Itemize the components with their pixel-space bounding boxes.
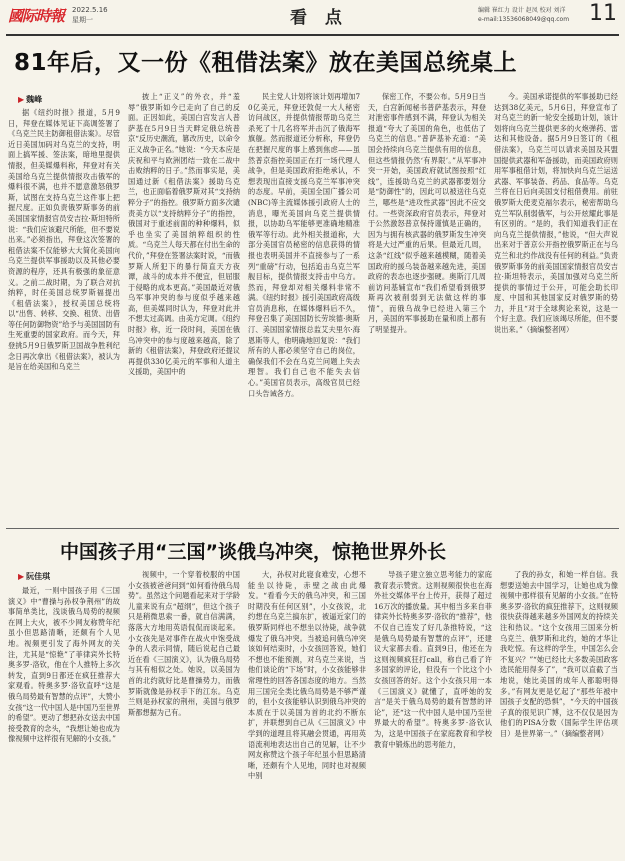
contact-email: e-mail:13536068049@qq.com: [478, 16, 570, 23]
article2-byline: [18, 571, 50, 582]
byline-arrow-icon: ▶: [18, 95, 25, 104]
article-divider: [6, 528, 619, 529]
article2-column-4: 导孩子建立独立思考能力的家庭教育表示赞赏。这则视频很快也在海外社交媒体平台上传开，获得了超过16万次的播放量。其中相当多来自菲律宾外长特奥多罗·洛钦的“推荐”，他不仅自己连发了好几条推特说，“这是俄乌局势最有智慧的点评”，还建议大家都去看。直到9日，他还在为这则视频疯狂打call，称自己看了许多国家的评论，但没有一个比这个小女孩回答的好。这个小女孩只用一本《三国演义》就懂了，直呼她的发言“是关于俄乌局势的最有智慧的评论”，还“这一代中国人是中国乃至世界最大的希望”。特奥多罗·洛钦认为，这是中国孩子在家庭教育和学校教育中锻炼出的思考能力，: [374, 570, 492, 749]
article2-author: 阮佳琪: [26, 572, 51, 581]
section-title: 看 点: [290, 8, 348, 28]
article2-column-5: 了我的孙女，和她一样自信。我想要送她去中国学习，让她也成为像视频中那样很有见解的小女孩。”在特奥多罗·洛钦的疯狂推荐下，这则视频很快获得越来越多外国网友的持续关注和热议。“这个女孩用三国来分析乌克兰、俄罗斯和北约，她的才华让我吃惊。有这样的学生，中国怎么会不复兴？”“她已经比大多数美国政客选民能用得多了”，“我可以直截了当地说，她比美国的成年人都聪明得多。”有网友更是忆起了“那些年被中国孩子支配的恐惧”，“今天的中国孩子真的很见识广博，这不仅仅是因为他们的PISA分数（国际学生评估项目）是世界第一。”（摘编整者网）: [500, 570, 618, 738]
issue-date: 2022.5.16: [72, 6, 108, 14]
article2-column-1: 最近，一则中国孩子用《三国演义》中“曹操与孙权争荆州”的故事简单类比，浅谈俄乌局势的视频在网上大火，被不少网友称赞年纪虽小但思路清晰，还颇有个人见地。视频更引发了海外网友的关注，尤其是“惊艳”了菲律宾外长特奥多罗·洛钦，他在个人推特上多次转发，直到9日都还在疯狂推荐大家观看。特奥多罗·洛钦直呼“这是俄乌局势最有智慧的点评”，大赞小女孩“这一代中国人是中国乃至世界的希望”。更动了想把孙女送去中国接受教育的念头，“我想让她也成为像视频中这样很有见解的小女孩。”: [8, 586, 120, 744]
issue-weekday: 星期一: [72, 16, 93, 24]
editor-credits: [478, 6, 569, 24]
article2-column-3: 大，孙权对此寝食难安，心想不能坐以待毙，赤壁之战由此爆发。“看看今天的俄乌冲突，和三国时期没有任何区别”，小女孩说，北约想在乌克兰搞东扩，被逼近家门的俄罗斯同样也不想坐以待毙，战争就爆发了俄乌冲突。当被追问俄乌冲突该如何结束时，小女孩回答说，她们不想也不能预测，对乌克兰来说，当他们谈论的“下场”时，小女孩能够非常理性的回答各国态度的地方。当然用三国完全类比俄乌局势是不够严谨的，但小女孩能够认识到俄乌冲突的本质在于以美国为首的北约不断东扩，并联想到自己从《三国演义》中学到的道理且将其融会贯通，再用英语流利地表达出自己的见解，让不少网友称赞这个孩子年纪虽小但思路清晰，还颇有个人见地，同时也对视频中别: [248, 570, 366, 781]
article1-column-1: 据《纽约时报》报道，5月9日，拜登在媒体见证下高调签署了《乌克兰民主防御租借法案》。尽管近日美国加码对乌克兰的支持，明面上搞军援、签法案，暗地里提供情报，但美媒爆料称，拜登对有关美国给乌克兰提供情报攻击俄军的爆料很不满，也并不愿意激怒俄罗斯，试图在支持乌克兰这件事上把握尺度。正如负责俄罗斯事务的前美国国家情报官员安吉拉·斯坦特所说：“我们应该避尺所能，但不要说出来。”必须指出，拜登这次签署的租借法案不仅能够大大简化美国向乌克兰提供军事援助以及其他必要资源的程序，还具有极强的象征意义。之前二战时期，为了联合对抗纳粹，时任美国总统罗斯福提出《租借法案》，授权美国总统将以“出售、转移、交换、租赁、出借等任何防御物资”给予与美国国防有生死重要的国家政府。而今天，拜登挑5月9日俄罗斯卫国战争胜利纪念日再次拿出《租借法案》，被认为是旨在给美国和乌克兰: [8, 108, 120, 372]
article1-author: 魏峰: [26, 95, 43, 104]
article2-headline: 中国孩子用“三国”谈俄乌冲突，惊艳世界外长: [60, 541, 446, 563]
article2-column-2: 视频中，一个穿着校服的中国小女孩被爸爸问到“如何看待俄乌局势”。虽然这个问题看起来对于学龄儿童来说有点“超纲”，但这个孩子只是稍微思索一番，就自信满满，落落大方地用英语侃侃而谈起来。小女孩先是对事件在战火中饱受战争的人表示同情，随后说起自己最近在看《三国演义》，认为俄乌局势与其有相似之处。她说，以美国为首的北约就好比是曹操势力，而俄罗斯就像是孙权手下的江东。乌克兰则是孙权家的荆州，美国与俄罗斯都想据为己有。: [128, 570, 240, 717]
article1-column-2: 披上“正义”的外衣，并“羞辱”俄罗斯如今已走向了自己的反面。正因如此，美国白宫发言人普萨基在5月9日当天畔定俄总统普京“反历史潮流，篡改历史，以命令正义战争正名。”她说：“今天本应是庆祝和平与欧洲团结一致在二战中击败纳粹的日子。”然而事实是，美国通过新《租借法案》援助乌克兰，也正面临着俄罗斯对其“支持纳粹分子”的指控。俄罗斯方面多次谴责美方以“支持纳粹分子”的指控，俄国对于重述前面的种种爆料，似乎也坐实了美国纳粹组织的性质。“乌克兰人每天都在付出生命的代价，”拜登在签署法案时说，“而俄罗斯人所犯下的暴行简直天方夜谭，战斗的成本并不便宜，但屈服于侵略的成本更高。”美国最近对俄乌军事冲突的参与度似乎越来越高，但美媒同时认为，拜登对此并不想太过高调。由美方定调。《纽约时报》称，近一段时间，美国在俄乌冲突中的参与度越来越高，除了新的《租借法案》，拜登政府还提议再提供330亿美元的军事和人道主义援助，美国中的: [128, 92, 240, 377]
issue-meta: [72, 5, 108, 25]
newspaper-logo: 國际時報: [8, 7, 65, 25]
article1-column-3: 民主党人计划将该计划再增加70亿美元，拜登还敦促一大人秘密访问战区，并提供情报帮助乌克兰杀死了十几名将军并击沉了俄海军旗舰。然而报道还分析称，拜登仍在把握尺度的事上感到焦虑——虽然普京指控美国正在打一场代理人战争，但是美国政府拒绝承认，不想表现出直接支援乌克兰军事冲突的态度。早前，美国全国广播公司(NBC)等主流媒体援引政府人士的消息，曝光美国向乌克兰提供情报，以协助乌军能够更准确地精准俄军等行动。此外相关报道称，大部分美国官员秘密的信息获得的情报也表明美国并不直接参与了一系列“重磅”行动，包括追击乌克兰军舰目标，提供情报支持击中乌方。然而，拜登却对相关爆料非常不满。《纽约时报》援引美国政府高级官员消息称，在媒体爆料后不久，拜登召集了美国国防长劳埃德·奥斯汀、美国国家情报总监艾夫里尔·海恩斯等人，他明确地回复说：“我们所有的人都必须坚守自己的岗位，确保我们不会在乌克兰问题上失去理智。我们自己也不能失去信心。”美国官员表示，高级官员已经口头告诫各方。: [248, 92, 360, 398]
article1-column-5: 今。美国承诺提供的军事援助已经达到38亿美元，5月6日，拜登宣布了对乌克兰的新一轮安全援助计划，该计划将向乌克兰提供更多的火炮弹药、雷达和其他设备。据5月9日签订的《租借法案》，乌克兰可以请求美国及其盟国提供武器和军备援助，而美国政府则用军事租借计划，将加快向乌克兰运送武器、军事装备、药品、食品等。乌克兰将在日后向美国支付租借费用。前驻俄罗斯大使麦克福尔表示，秘密帮助乌克兰军队削弱俄军，与公开炫耀此事是有区别的。“是的，我们知道我们正在向乌克兰提供情报，”他说，“但大声说出来对于普京公开指控俄罗斯正在与乌克兰和北约作战没有任何的利益。”负责俄罗斯事务的前美国国家情报官员安吉拉·斯坦特表示，美国加强对乌克兰所提供的事情过于公开，可能会助长印度、中国和其他国家反对俄罗斯的势力，并且“对于全球舆论来说，这是一个好主意。我们应该竭尽所能，但不要说出来。”（摘编整者网）: [494, 92, 618, 335]
editor-names: 编辑 崔红力 设计 赵凤 校对 刘洋: [478, 7, 566, 14]
byline-arrow-icon: ▶: [18, 572, 25, 581]
masthead-rule: [6, 34, 619, 36]
page-number: 11: [589, 1, 617, 26]
article1-headline: 81年后，又一份《租借法案》放在美国总统桌上: [14, 50, 518, 76]
article1-byline: [18, 94, 42, 105]
article1-column-4: 保密工作，不要公布。5月9日当天，白宫新闻秘书普萨基表示，拜登对泄密事件感到不满，拜登认为相关报道“夸大了美国的角色，也低估了乌克兰的信息。”普萨基补充道：“美国会持续向乌克兰提供有用的信息，但这些情报仍然‘有界限’。”从军事冲突一开始，美国政府就试图按照“红线”，连援助乌克兰的武器都要划分是“防御性”的，因此可以被送往乌克兰，哪些是“进攻性武器”因此不应交付。一些资深政府官员表示，拜登对于公然激怒普京保持谨慎是正确的，因为与拥有核武器的俄罗斯发生冲突将是大过严重的后果。但最近几周，这条“红线”似乎越来越模糊，随着美国政府的援乌装备越来越先进，美国政府的表态也逐步强硬。奥斯汀几周前访问基辅宣布“我们希望看到俄罗斯再次被削弱到无法做这样的事情”，而俄乌战争已经进入第三个月，美国的军事援助在量和质上都有了明显提升。: [368, 92, 486, 335]
